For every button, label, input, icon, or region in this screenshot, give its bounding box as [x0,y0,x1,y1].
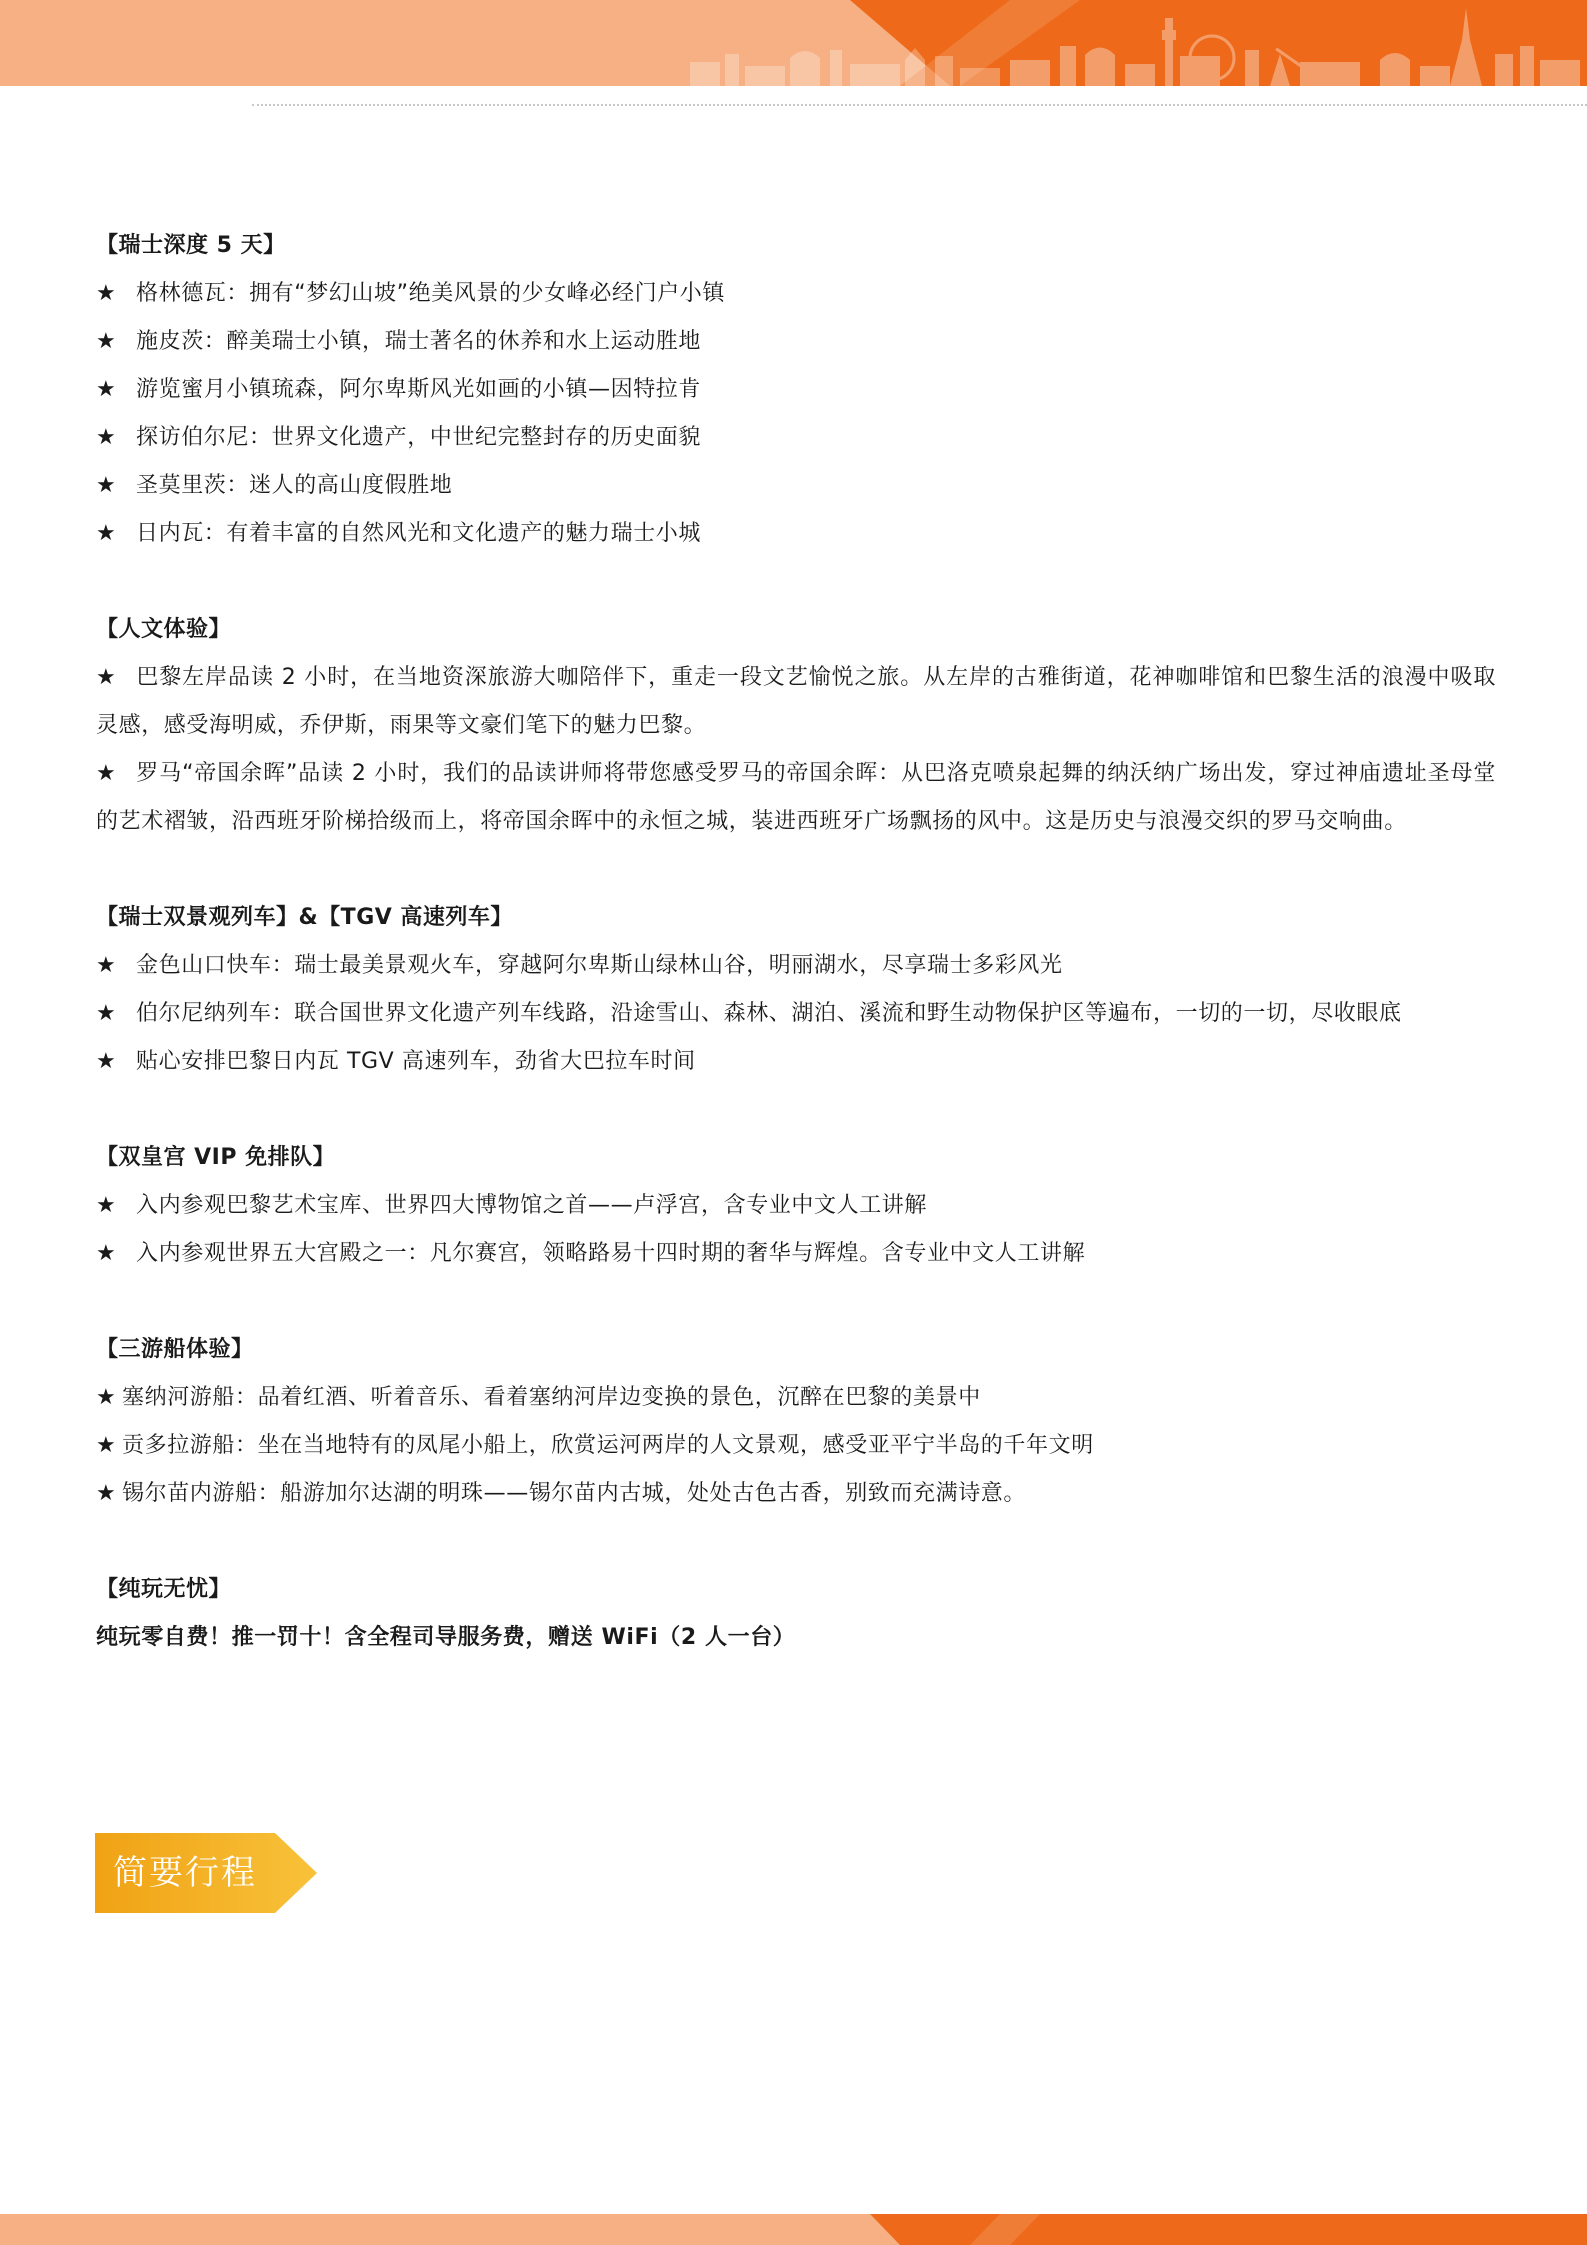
header-skyline-graphic [0,0,1587,86]
itinerary-badge [95,1833,317,1913]
list-item: ★ 锡尔苗内游船：船游加尔达湖的明珠——锡尔苗内古城，处处古色古香，别致而充满诗意。 [96,1470,1496,1518]
star-icon: ★ [96,665,117,690]
list-item: ★ 游览蜜月小镇琉森，阿尔卑斯风光如画的小镇—因特拉肯 [96,366,1496,414]
itinerary-badge-label: 简要行程 [113,1853,257,1893]
section-switzerland [96,222,1496,558]
list-item: ★ 日内瓦：有着丰富的自然风光和文化遗产的魅力瑞士小城 [96,510,1496,558]
star-icon: ★ [96,1049,117,1074]
section-title: 【纯玩无忧】 [96,1577,232,1602]
star-icon: ★ [96,1001,117,1026]
list-item: ★ 圣莫里茨：迷人的高山度假胜地 [96,462,1496,510]
list-item: ★ 格林德瓦：拥有“梦幻山坡”绝美风景的少女峰必经门户小镇 [96,270,1496,318]
list-item: ★ 金色山口快车：瑞士最美景观火车，穿越阿尔卑斯山绿林山谷，明丽湖水，尽享瑞士多彩风光 [96,942,1496,990]
footer-stripe-graphic [0,2214,1587,2245]
star-icon: ★ [96,953,117,978]
section-title: 【双皇宫 VIP 免排队】 [96,1145,336,1170]
star-icon: ★ [96,1385,117,1410]
section-pure-tour [96,1566,1496,1662]
star-icon: ★ [96,761,117,786]
section-palaces [96,1134,1496,1278]
pure-tour-statement: 纯玩零自费！推一罚十！含全程司导服务费，赠送 WiFi（2 人一台） [96,1625,796,1650]
star-icon: ★ [96,1433,117,1458]
section-title: 【人文体验】 [96,617,232,642]
section-title: 【瑞士深度 5 天】 [96,233,286,258]
star-icon: ★ [96,1193,117,1218]
list-item: ★ 施皮茨：醉美瑞士小镇，瑞士著名的休养和水上运动胜地 [96,318,1496,366]
list-item: ★ 入内参观巴黎艺术宝库、世界四大博物馆之首——卢浮宫，含专业中文人工讲解 [96,1182,1496,1230]
section-title: 【三游船体验】 [96,1337,254,1362]
list-item: ★ 入内参观世界五大宫殿之一：凡尔赛宫，领略路易十四时期的奢华与辉煌。含专业中文人工讲解 [96,1230,1496,1278]
footer-banner [0,2214,1587,2245]
star-icon: ★ [96,329,117,354]
list-item: ★ 伯尔尼纳列车：联合国世界文化遗产列车线路，沿途雪山、森林、湖泊、溪流和野生动物保护区等遍布，一切的一切，尽收眼底 [96,990,1496,1038]
star-icon: ★ [96,521,117,546]
list-item: ★ 罗马“帝国余晖”品读 2 小时，我们的品读讲师将带您感受罗马的帝国余晖：从巴洛克喷泉起舞的纳沃纳广场出发，穿过神庙遗址圣母堂的艺术褶皱，沿西班牙阶梯拾级而上，将帝国余晖中的永恒之城，装进西班牙广场飘扬的风中。这是历史与浪漫交织的罗马交响曲。 [96,750,1496,846]
star-icon: ★ [96,377,117,402]
list-item: ★ 塞纳河游船：品着红酒、听着音乐、看着塞纳河岸边变换的景色，沉醉在巴黎的美景中 [96,1374,1496,1422]
star-icon: ★ [96,1241,117,1266]
header-banner [0,0,1587,86]
list-item: ★ 贴心安排巴黎日内瓦 TGV 高速列车，劲省大巴拉车时间 [96,1038,1496,1086]
list-item: ★ 巴黎左岸品读 2 小时，在当地资深旅游大咖陪伴下，重走一段文艺愉悦之旅。从左岸的古雅街道，花神咖啡馆和巴黎生活的浪漫中吸取灵感，感受海明威，乔伊斯，雨果等文豪们笔下的魅力巴黎。 [96,654,1496,750]
star-icon: ★ [96,425,117,450]
section-culture [96,606,1496,846]
star-icon: ★ [96,281,117,306]
section-cruises [96,1326,1496,1518]
list-item: ★ 探访伯尔尼：世界文化遗产，中世纪完整封存的历史面貌 [96,414,1496,462]
header-divider [252,104,1587,106]
list-item: ★ 贡多拉游船：坐在当地特有的凤尾小船上，欣赏运河两岸的人文景观，感受亚平宁半岛的千年文明 [96,1422,1496,1470]
star-icon: ★ [96,1481,117,1506]
star-icon: ★ [96,473,117,498]
document-body [96,222,1496,1710]
section-title: 【瑞士双景观列车】&【TGV 高速列车】 [96,905,513,930]
section-trains [96,894,1496,1086]
